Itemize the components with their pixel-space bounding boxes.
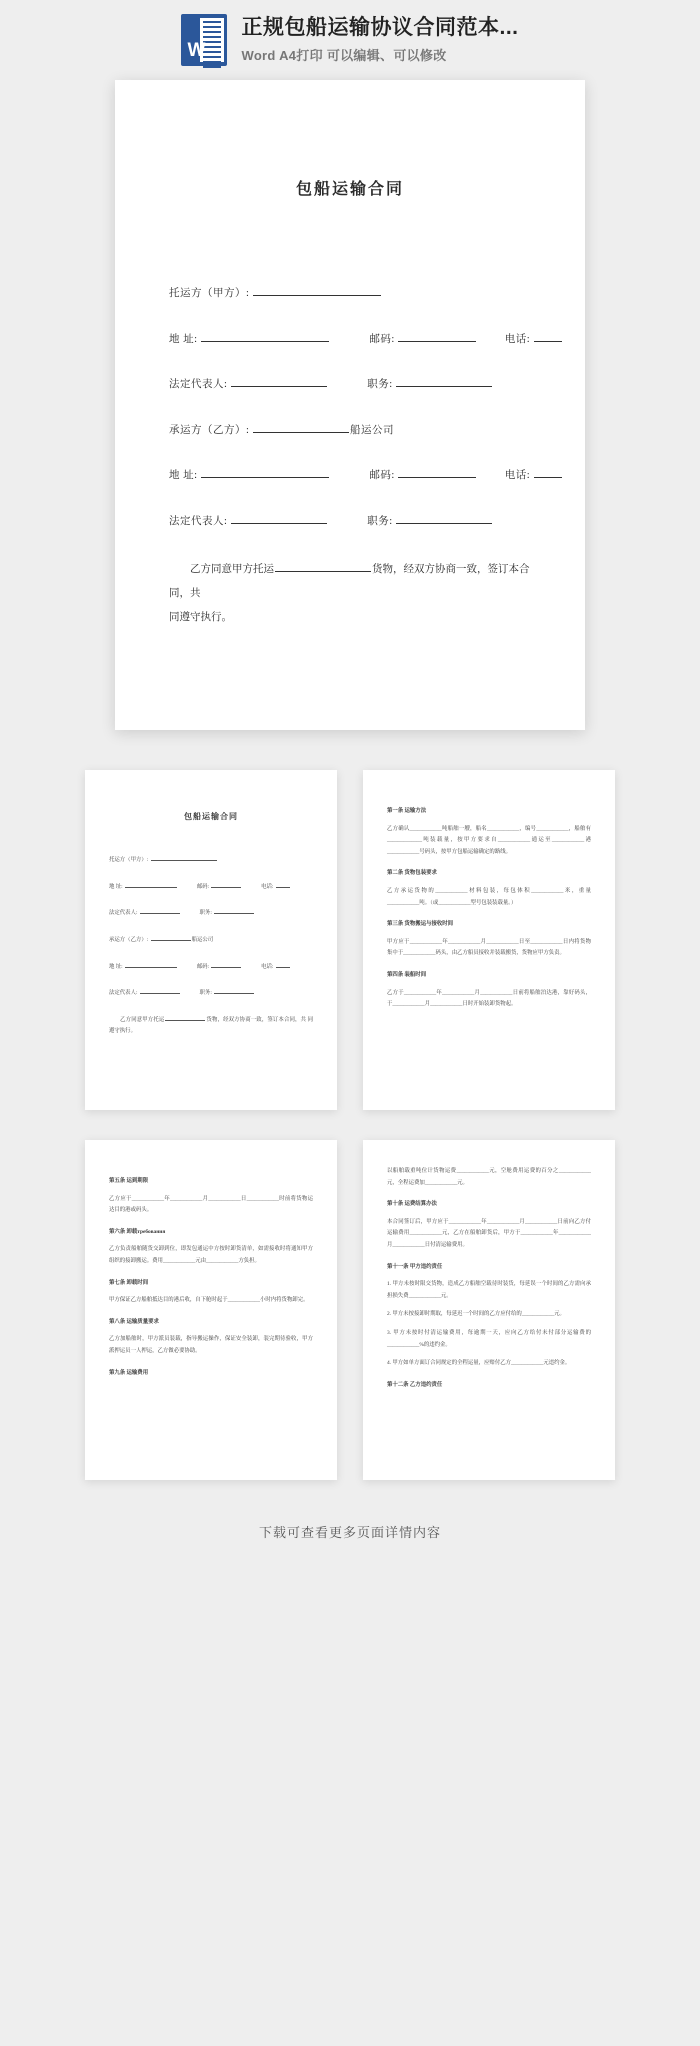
thumb-agreement-text-1: 乙方同意甲方托运 bbox=[120, 1016, 165, 1023]
clause-heading: 第三条 货物搬运与接收时间 bbox=[387, 921, 454, 928]
page-1-thumbnail[interactable] bbox=[85, 770, 337, 1110]
page-thumbnail-grid bbox=[0, 770, 700, 1514]
thumb-agreement-paragraph bbox=[109, 1015, 313, 1038]
blank-position bbox=[396, 376, 492, 387]
thumb-blank-position-2 bbox=[214, 988, 254, 994]
label-postcode: 邮码: bbox=[369, 333, 395, 345]
thumb-field-legal-rep-2 bbox=[109, 988, 313, 1000]
field-row-legal-rep-2 bbox=[169, 513, 531, 528]
blank-postcode-2 bbox=[398, 467, 476, 478]
blank-legal-rep bbox=[231, 376, 327, 387]
blank-phone bbox=[534, 331, 562, 342]
thumb-contract-title: 包船运输合同 bbox=[184, 812, 238, 821]
clause-heading: 第一条 运输方法 bbox=[387, 808, 427, 814]
thumb-label-carrier: 承运方（乙方）: bbox=[109, 937, 149, 944]
clause-heading: 第八条 运输质量要求 bbox=[109, 1318, 159, 1325]
clause-heading: 第十条 运费结算办法 bbox=[387, 1201, 437, 1208]
label-legal-rep: 法定代表人: bbox=[169, 379, 228, 390]
thumb-label-address: 地 址: bbox=[109, 883, 123, 890]
blank-phone-2 bbox=[534, 467, 562, 478]
agreement-text-3: 同遵守执行。 bbox=[169, 612, 232, 624]
clause-body: 乙方承运货物的____________材料包装，每包体积____________米，重量____________吨。（或____________型号包装装载量。） bbox=[387, 888, 591, 906]
agreement-paragraph bbox=[169, 558, 531, 630]
page-3-thumbnail[interactable] bbox=[85, 1140, 337, 1480]
blank-goods bbox=[275, 561, 371, 572]
agreement-text-1: 乙方同意甲方托运 bbox=[190, 564, 274, 575]
thumb-agreement-text-3: 同遵守执行。 bbox=[109, 1016, 313, 1035]
agreement-text-2: 货物，经双方协商一致，签订本合同，共 bbox=[169, 564, 530, 600]
clause-body: 1. 甲方未按时限交货物，造成乙方船舶空载待时装货，每延误一个时间的乙方需向承担损失费____________元。 bbox=[387, 1281, 591, 1299]
thumb-label-phone-2: 电话: bbox=[261, 963, 274, 970]
thumb-label-postcode: 邮码: bbox=[196, 883, 209, 890]
blank-address-2 bbox=[201, 467, 329, 478]
thumb-blank-phone bbox=[276, 882, 290, 888]
clause-heading: 第二条 货物包装要求 bbox=[387, 870, 437, 877]
thumb-label-shipper: 托运方（甲方）: bbox=[109, 857, 149, 864]
clause-body: 乙方应于____________年____________月____________日____________时前将货物运达目的港或码头。 bbox=[109, 1195, 313, 1214]
clause-body: 本合同签订后，甲方应于____________年____________月____________日前向乙方付运输费用____________元，乙方在船舶卸货后，甲方于____________年____________月____________日付清运输费用。 bbox=[387, 1218, 591, 1249]
clause-heading: 第十二条 乙方违约责任 bbox=[387, 1381, 443, 1388]
field-row-shipper bbox=[169, 285, 531, 300]
blank-position-2 bbox=[396, 513, 492, 524]
thumb-blank-phone-2 bbox=[276, 962, 290, 968]
thumb-field-address-1 bbox=[109, 882, 313, 894]
thumb-field-shipper bbox=[109, 855, 313, 867]
blank-postcode bbox=[398, 331, 476, 342]
label-position: 职务: bbox=[367, 379, 393, 390]
clause-body: 乙方加船舶时，甲方派员装载，指导搬运操作，保证安全装卸，装完期待验收，甲方派押运员一人押运，乙方做必要协助。 bbox=[109, 1336, 313, 1355]
clause-body: 乙方于____________年____________月____________日前将船舶泊达港，靠好码头，于____________月____________日时开始装卸货物起。 bbox=[387, 989, 591, 1008]
page-subtitle: Word A4打印 可以编辑、可以修改 bbox=[241, 47, 447, 63]
clause-body: 甲方保证乙方船舶抵达目的港后收，自下舱时起于____________小时内将货物卸完。 bbox=[109, 1297, 309, 1304]
clause-heading: 第十一条 甲方违约责任 bbox=[387, 1263, 443, 1270]
contract-form-body bbox=[169, 285, 531, 630]
label-shipper: 托运方（甲方）: bbox=[169, 288, 250, 299]
clause-heading: 第七条 卸载时间 bbox=[109, 1279, 149, 1286]
label-phone: 电话: bbox=[504, 333, 531, 345]
thumb-blank-shipper bbox=[151, 855, 217, 861]
clause-body: 3. 甲方未按时付清运输费用，每逾期一天，应向乙方给付未付部分运输费的____________%的违约金。 bbox=[387, 1330, 591, 1348]
thumb-blank-goods bbox=[165, 1015, 205, 1021]
clause-heading: 第六条 卸载требования bbox=[109, 1228, 166, 1235]
label-phone-2: 电话: bbox=[504, 470, 531, 481]
field-row-legal-rep-1 bbox=[169, 376, 531, 391]
thumb-label-address-2: 地 址: bbox=[109, 963, 123, 970]
blank-carrier bbox=[253, 422, 349, 433]
download-hint: 下载可查看更多页面详情内容 bbox=[258, 1525, 441, 1540]
label-position-2: 职务: bbox=[367, 515, 393, 527]
label-postcode-2: 邮码: bbox=[369, 470, 395, 481]
clause-body: 乙方负责船舶随货交卸到位，即发包通运中方按时卸货清单，如需接收时将通知甲方组织的接卸搬运。费用____________元由____________方负担。 bbox=[109, 1246, 313, 1265]
thumb-blank-legal-rep-2 bbox=[140, 988, 180, 994]
clause-heading: 第九条 运输费用 bbox=[109, 1369, 149, 1376]
field-row-carrier bbox=[169, 422, 531, 437]
word-icon bbox=[181, 14, 227, 66]
thumb-blank-legal-rep bbox=[140, 908, 180, 914]
thumb-label-phone: 电话: bbox=[261, 883, 274, 890]
thumb-blank-carrier bbox=[151, 935, 191, 941]
thumb-agreement-text-2: 货物，经双方协商一致，签订本合同，共 bbox=[206, 1016, 307, 1023]
blank-legal-rep-2 bbox=[231, 513, 327, 524]
header-text-group bbox=[241, 16, 518, 63]
clause-heading: 第四条 装船时间 bbox=[387, 972, 427, 979]
thumb-blank-address-2 bbox=[125, 962, 177, 968]
field-row-address-2 bbox=[169, 467, 531, 482]
thumb-field-address-2 bbox=[109, 962, 313, 974]
thumb-blank-postcode-2 bbox=[211, 962, 241, 968]
thumb-label-postcode-2: 邮码: bbox=[196, 963, 209, 970]
word-icon-letter: W bbox=[187, 40, 206, 61]
document-header bbox=[0, 0, 700, 80]
thumb-label-position-2: 职务: bbox=[199, 990, 212, 997]
clause-body: 2. 甲方未按接卸时期取，每延迟一个时间的乙方应付给的____________元。 bbox=[387, 1311, 565, 1318]
thumb-label-position: 职务: bbox=[199, 910, 212, 917]
thumb-field-legal-rep-1 bbox=[109, 908, 313, 920]
clause-body: 甲方应于____________年____________月____________日至____________日内将货物集中于____________码头，由乙方船员接收并装载搬货，货物应甲方负责。 bbox=[387, 938, 591, 957]
thumb-blank-address bbox=[125, 882, 177, 888]
label-address-2: 地 址: bbox=[169, 470, 198, 481]
thumb-label-legal-rep: 法定代表人: bbox=[109, 910, 138, 917]
blank-shipper bbox=[253, 285, 381, 296]
thumb-field-carrier bbox=[109, 935, 313, 947]
contract-title: 包船运输合同 bbox=[295, 181, 404, 198]
blank-address bbox=[201, 331, 329, 342]
clause-body: 4. 甲方如单方面订合同规定的全程运量，应赔付乙方____________元违约金。 bbox=[387, 1360, 571, 1367]
hero-preview-wrap bbox=[0, 80, 700, 770]
thumb-label-legal-rep-2: 法定代表人: bbox=[109, 990, 138, 997]
page-2-thumbnail[interactable] bbox=[363, 770, 615, 1110]
page-title: 正规包船运输协议合同范本... bbox=[241, 16, 519, 40]
label-carrier: 承运方（乙方）: bbox=[169, 424, 250, 436]
clause-heading: 第五条 运到期限 bbox=[109, 1178, 149, 1184]
clause-body: 乙方确认____________吨船舶一艘，船名____________，编号____________，船舶有_____________吨装载量，按甲方要求自____________通运至____________港____________号码头，按甲方包船运输确定的路线。 bbox=[387, 825, 591, 855]
thumb-blank-postcode bbox=[211, 882, 241, 888]
label-carrier-suffix: 船运公司 bbox=[350, 424, 395, 436]
label-legal-rep-2: 法定代表人: bbox=[169, 515, 228, 527]
thumb-blank-position bbox=[214, 908, 254, 914]
field-row-address-1 bbox=[169, 331, 531, 346]
page-4-thumbnail[interactable] bbox=[363, 1140, 615, 1480]
clause-body: 以船舶载重吨位计货物运费____________元，空舱费用运费的百分之____________元，全程运费加____________元。 bbox=[387, 1168, 591, 1186]
label-address: 地 址: bbox=[169, 333, 198, 345]
page-preview-large[interactable] bbox=[115, 80, 585, 730]
thumb-label-carrier-suffix: 船运公司 bbox=[191, 937, 214, 944]
